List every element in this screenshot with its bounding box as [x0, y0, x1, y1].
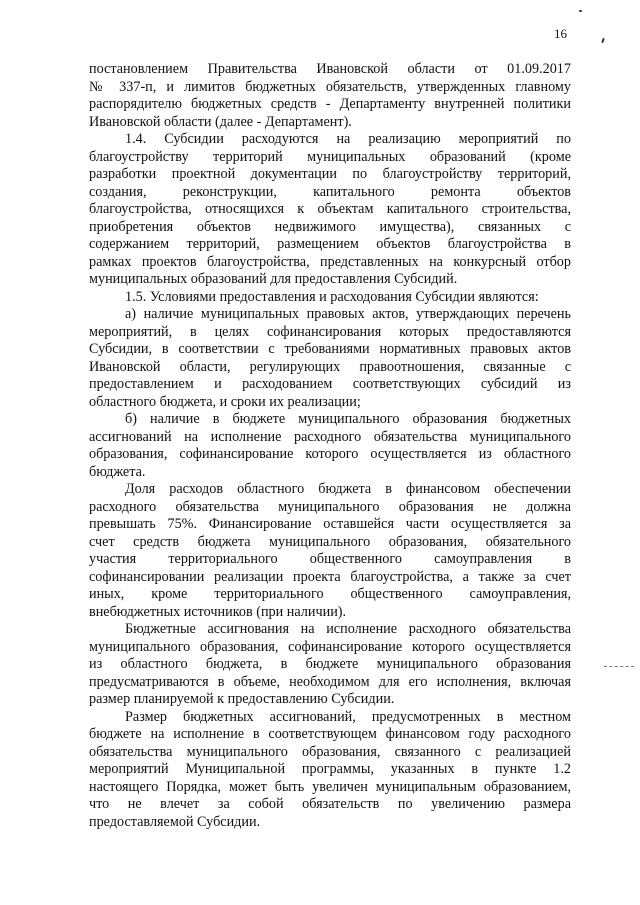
scan-tick-mark: [601, 38, 605, 43]
text-line: образования, софинансирование которого осуществляется из областного: [89, 446, 571, 462]
text-line: ассигнований на исполнение расходного обязательства муниципального: [89, 428, 571, 445]
text-line: настоящего Порядка, может быть увеличен муниципальным образованием,: [89, 778, 571, 795]
text-line: Ивановской области (далее - Департамент).: [89, 113, 352, 130]
paragraph: [89, 61, 571, 131]
text-line: приобретения объектов недвижимого имущества), связанных с: [89, 218, 571, 235]
text-line: создания, реконструкции, капитального ремонта объектов: [89, 183, 571, 200]
paragraph: [89, 621, 571, 709]
text-line: счет средств бюджета муниципального образования, обязательного: [89, 533, 571, 550]
text-line: мероприятий, в целях софинансирования которых предоставляются: [89, 323, 571, 340]
text-line: рамках проектов благоустройства, представленных на конкурсный отбор: [89, 253, 571, 270]
text-line: участия территориального общественного самоуправления в: [89, 551, 571, 567]
text-line: мероприятий Муниципальной программы, указанных в пункте 1.2: [89, 761, 571, 777]
text-line: № 337-п, и лимитов бюджетных обязательств, утвержденных главному: [89, 78, 571, 95]
text-line: Доля расходов областного бюджета в финансовом обеспечении: [125, 481, 571, 497]
text-line: содержанием территорий, размещением объектов благоустройства в: [89, 236, 571, 252]
text-line: предоставляемой Субсидии.: [89, 813, 261, 830]
text-line: б) наличие в бюджете муниципального образования бюджетных: [125, 411, 571, 427]
text-line: Бюджетные ассигнования на исполнение расходного обязательства: [125, 621, 571, 637]
text-line: постановлением Правительства Ивановской области от 01.09.2017: [89, 61, 571, 77]
text-line: благоустройству территорий муниципальных образований (кроме: [89, 148, 571, 165]
text-line: благоустройства, относящихся к объектам капитального строительства,: [89, 201, 571, 217]
text-line: разработки проектной документации по благоустройству территорий,: [89, 166, 571, 182]
text-line: бюджета.: [89, 463, 146, 480]
paragraph: [89, 289, 571, 412]
text-line: предусматриваются в объеме, необходимом для его исполнения, включая: [89, 673, 571, 690]
text-line: муниципального образования, софинансирование которого осуществляется: [89, 638, 571, 655]
text-line: расходного обязательства муниципального образования не должна: [89, 498, 571, 515]
text-line: распорядителю бюджетных средств - Департаменту внутренней политики: [89, 96, 571, 112]
text-line: превышать 75%. Финансирование оставшейся части осуществляется за: [89, 516, 571, 532]
paragraph: [89, 709, 571, 832]
text-line: Размер бюджетных ассигнований, предусмотренных в местном: [125, 708, 571, 725]
scan-speck: [579, 10, 582, 12]
text-line: 1.4. Субсидии расходуются на реализацию мероприятий по: [125, 131, 571, 147]
text-line: из областного бюджета, в бюджете муниципального образования: [89, 656, 571, 672]
text-line: муниципальных образований для предоставления Субсидий.: [89, 271, 458, 287]
text-line: Субсидии, в соответствии с требованиями нормативных правовых актов: [89, 341, 571, 357]
text-line: внебюджетных источников (при наличии).: [89, 603, 347, 620]
text-line: а) наличие муниципальных правовых актов, утверждающих перечень: [125, 306, 571, 322]
paragraph: [89, 411, 571, 481]
page-number: 16: [554, 26, 567, 41]
text-line: размер планируемой к предоставлению Субсидии.: [89, 691, 395, 707]
text-line: бюджете на исполнение в соответствующем финансовом году расходного: [89, 726, 571, 742]
text-line: областного бюджета, и сроки их реализации;: [89, 393, 361, 410]
text-line: 1.5. Условиями предоставления и расходования Субсидии являются:: [125, 288, 539, 305]
text-line: Ивановской области, регулирующих правоотношения, связанные с: [89, 358, 571, 375]
document-body: [89, 61, 571, 831]
text-line: иных, кроме территориального общественного самоуправления,: [89, 586, 571, 602]
scan-edge-dash: [604, 666, 634, 667]
paragraph: [89, 481, 571, 621]
text-line: софинансировании реализации проекта благоустройства, а также за счет: [89, 568, 571, 585]
paragraph: [89, 131, 571, 289]
text-line: обязательства муниципального образования, связанного с реализацией: [89, 743, 571, 760]
text-line: предоставлением и расходованием соответствующих субсидий из: [89, 376, 571, 392]
text-line: что не влечет за собой обязательств по увеличению размера: [89, 796, 571, 812]
